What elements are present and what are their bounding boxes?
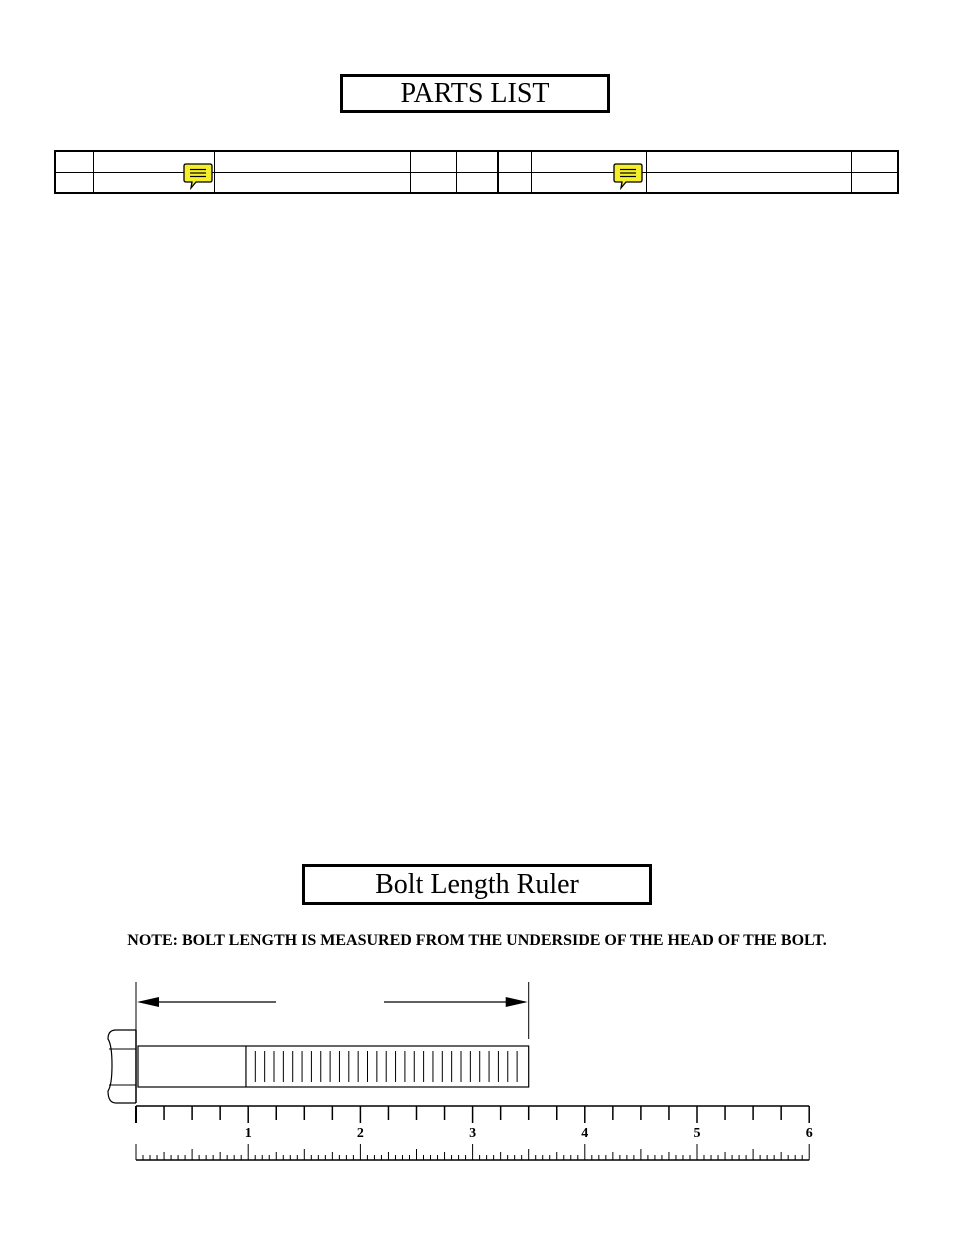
table-row-divider — [56, 172, 497, 173]
bolt-ruler-title: Bolt Length Ruler — [302, 864, 652, 905]
parts-list-title: PARTS LIST — [340, 74, 610, 113]
table-row-divider — [499, 172, 897, 173]
arrowhead-right — [506, 997, 528, 1007]
table-column-divider — [214, 152, 215, 192]
inch-ruler — [136, 1106, 813, 1160]
bolt-head — [108, 1030, 136, 1103]
ruler-inch-label: 3 — [469, 1125, 477, 1141]
table-column-divider — [646, 152, 647, 192]
bolt-shank — [138, 1046, 529, 1087]
ruler-inch-label: 4 — [581, 1125, 589, 1141]
ruler-inch-label: 5 — [693, 1125, 701, 1141]
table-column-divider — [410, 152, 411, 192]
ruler-inch-label: 2 — [356, 1125, 364, 1141]
table-column-divider — [456, 152, 457, 192]
ruler-inch-label: 1 — [244, 1125, 252, 1141]
parts-table-left — [54, 150, 499, 194]
note-icon[interactable] — [613, 161, 643, 191]
parts-table-right — [497, 150, 899, 194]
bolt-drawing — [108, 982, 529, 1103]
table-column-divider — [93, 152, 94, 192]
ruler-inch-label: 6 — [805, 1125, 813, 1141]
bolt-length-note: NOTE: BOLT LENGTH IS MEASURED FROM THE UNDERSIDE OF THE HEAD OF THE BOLT. — [127, 932, 827, 949]
bolt-length-ruler — [0, 975, 954, 1175]
table-column-divider — [531, 152, 532, 192]
arrowhead-left — [137, 997, 159, 1007]
note-icon[interactable] — [183, 161, 213, 191]
table-column-divider — [851, 152, 852, 192]
